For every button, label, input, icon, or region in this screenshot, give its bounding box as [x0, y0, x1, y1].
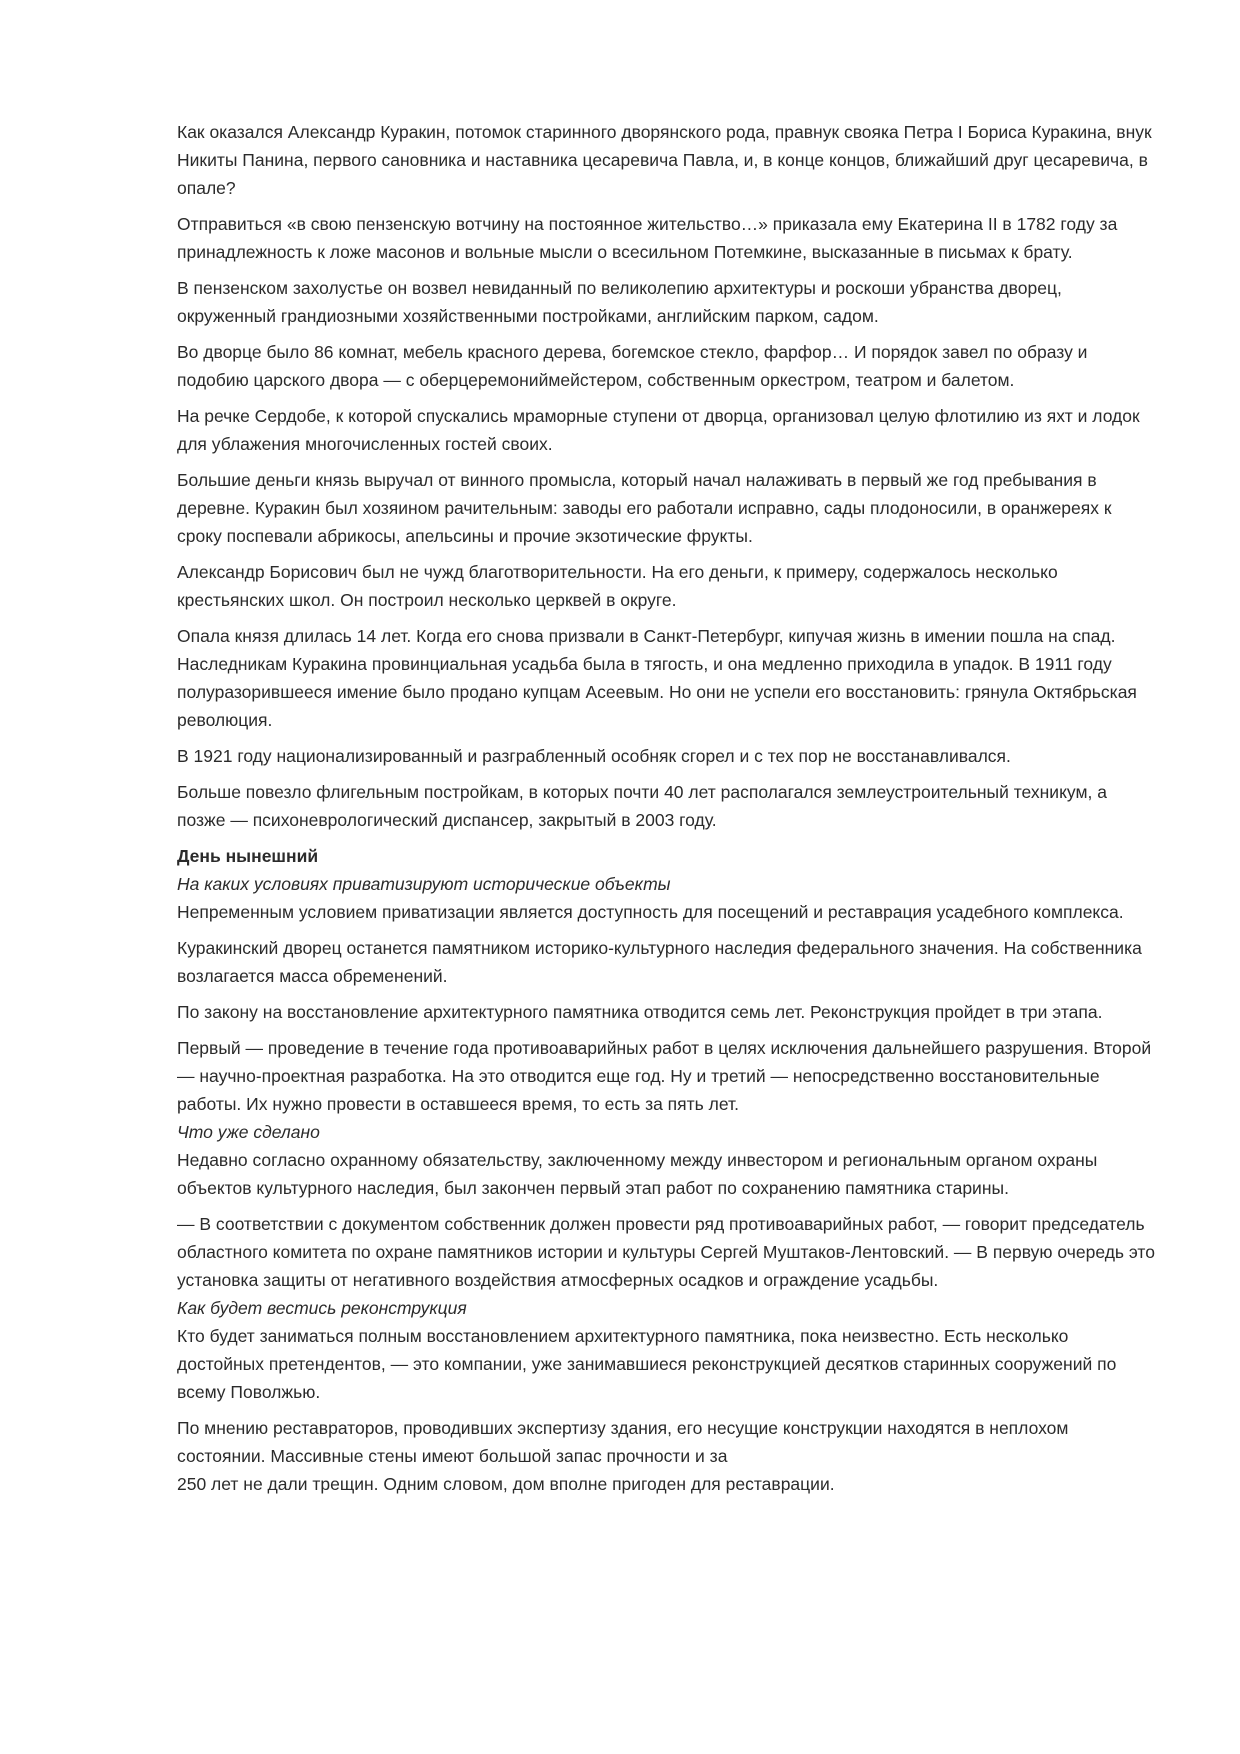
paragraph-restorers-opinion: По мнению реставраторов, проводивших экспертизу здания, его несущие конструкции находятся в неплохом состоянии. Массивные стены имеют большой запас прочности и за — [177, 1418, 1069, 1466]
paragraph-three-stages: Первый — проведение в течение года противоаварийных работ в целях исключения дальнейшего разрушения. Второй — научно-проектная разработка. На это отводится еще год. Ну и третий — непосредственно восстановительные работы. Их нужно провести в оставшееся время, то есть за пять лет. — [177, 1038, 1152, 1114]
paragraph-outbuildings: Больше повезло флигельным постройкам, в которых почти 40 лет располагался землеустроительный техникум, а позже — психоневрологический диспансер, закрытый в 2003 году. — [177, 782, 1107, 830]
paragraph-catherine-order: Отправиться «в свою пензенскую вотчину на постоянное жительство…» приказала ему Екатерина II в 1782 году за принадлежность к ложе масонов и вольные мысли о всесильном Потемкине, высказанные в письмах к брату. — [177, 214, 1118, 262]
paragraph-fire-1921: В 1921 году национализированный и разграбленный особняк сгорел и с тех пор не восстанавливался. — [177, 746, 1011, 766]
paragraph-contenders: Кто будет заниматься полным восстановлением архитектурного памятника, пока неизвестно. Есть несколько достойных претендентов, — это компании, уже занимавшиеся реконструкцией десятков старинных сооружений по всему Поволжью. — [177, 1326, 1117, 1402]
document-page — [177, 118, 1155, 1506]
paragraph-kurakin-exile-question: Как оказался Александр Куракин, потомок старинного дворянского рода, правнук свояка Петра I Бориса Куракина, внук Никиты Панина, первого сановника и наставника цесаревича Павла, и, в конце концов, ближайший друг цесаревича, в опале? — [177, 122, 1152, 198]
paragraph-federal-monument: Куракинский дворец останется памятником историко-культурного наследия федерального значения. На собственника возлагается масса обременений. — [177, 938, 1142, 986]
paragraph-restorers-opinion-continued: 250 лет не дали трещин. Одним словом, дом вполне пригоден для реставрации. — [177, 1474, 835, 1494]
paragraph-first-stage-complete: Недавно согласно охранному обязательству, заключенному между инвестором и региональным органом охраны объектов культурного наследия, был закончен первый этап работ по сохранению памятника старины. — [177, 1150, 1098, 1198]
paragraph-serdoba-flotilla: На речке Сердобе, к которой спускались мраморные ступени от дворца, организовал целую флотилию из яхт и лодок для ублажения многочисленных гостей своих. — [177, 406, 1140, 454]
paragraph-palace-rooms: Во дворце было 86 комнат, мебель красного дерева, богемское стекло, фарфор… И порядок завел по образу и подобию царского двора — с оберцеремониймейстером, собственным оркестром, театром и балетом. — [177, 342, 1088, 390]
section-heading-present-day: День нынешний — [177, 846, 319, 866]
subheading-already-done: Что уже сделано — [177, 1122, 320, 1142]
paragraph-charity: Александр Борисович был не чужд благотворительности. На его деньги, к примеру, содержалось несколько крестьянских школ. Он построил несколько церквей в округе. — [177, 562, 1058, 610]
subheading-reconstruction-plan: Как будет вестись реконструкция — [177, 1298, 467, 1318]
subheading-privatization-conditions: На каких условиях приватизируют исторические объекты — [177, 874, 671, 894]
paragraph-committee-quote: — В соответствии с документом собственник должен провести ряд противоаварийных работ, — говорит председатель областного комитета по охране памятников истории и культуры Сергей Муштаков-Лентовский. — В первую очередь это установка защиты от негативного воздействия атмосферных осадков и ограждение усадьбы. — [177, 1214, 1155, 1290]
paragraph-privatization-condition: Непременным условием приватизации является доступность для посещений и реставрация усадебного комплекса. — [177, 902, 1124, 922]
paragraph-estate-decline: Опала князя длилась 14 лет. Когда его снова призвали в Санкт-Петербург, кипучая жизнь в имении пошла на спад. Наследникам Куракина провинциальная усадьба была в тягость, и она медленно приходила в упадок. В 1911 году полуразорившееся имение было продано купцам Асеевым. Но они не успели его восстановить: грянула Октябрьская революция. — [177, 626, 1137, 730]
paragraph-wine-business: Большие деньги князь выручал от винного промысла, который начал налаживать в первый же год пребывания в деревне. Куракин был хозяином рачительным: заводы его работали исправно, сады плодоносили, в оранжереях к сроку поспевали абрикосы, апельсины и прочие экзотические фрукты. — [177, 470, 1112, 546]
paragraph-seven-years: По закону на восстановление архитектурного памятника отводится семь лет. Реконструкция пройдет в три этапа. — [177, 1002, 1103, 1022]
paragraph-palace-built: В пензенском захолустье он возвел невиданный по великолепию архитектуры и роскоши убранства дворец, окруженный грандиозными хозяйственными постройками, английским парком, садом. — [177, 278, 1062, 326]
